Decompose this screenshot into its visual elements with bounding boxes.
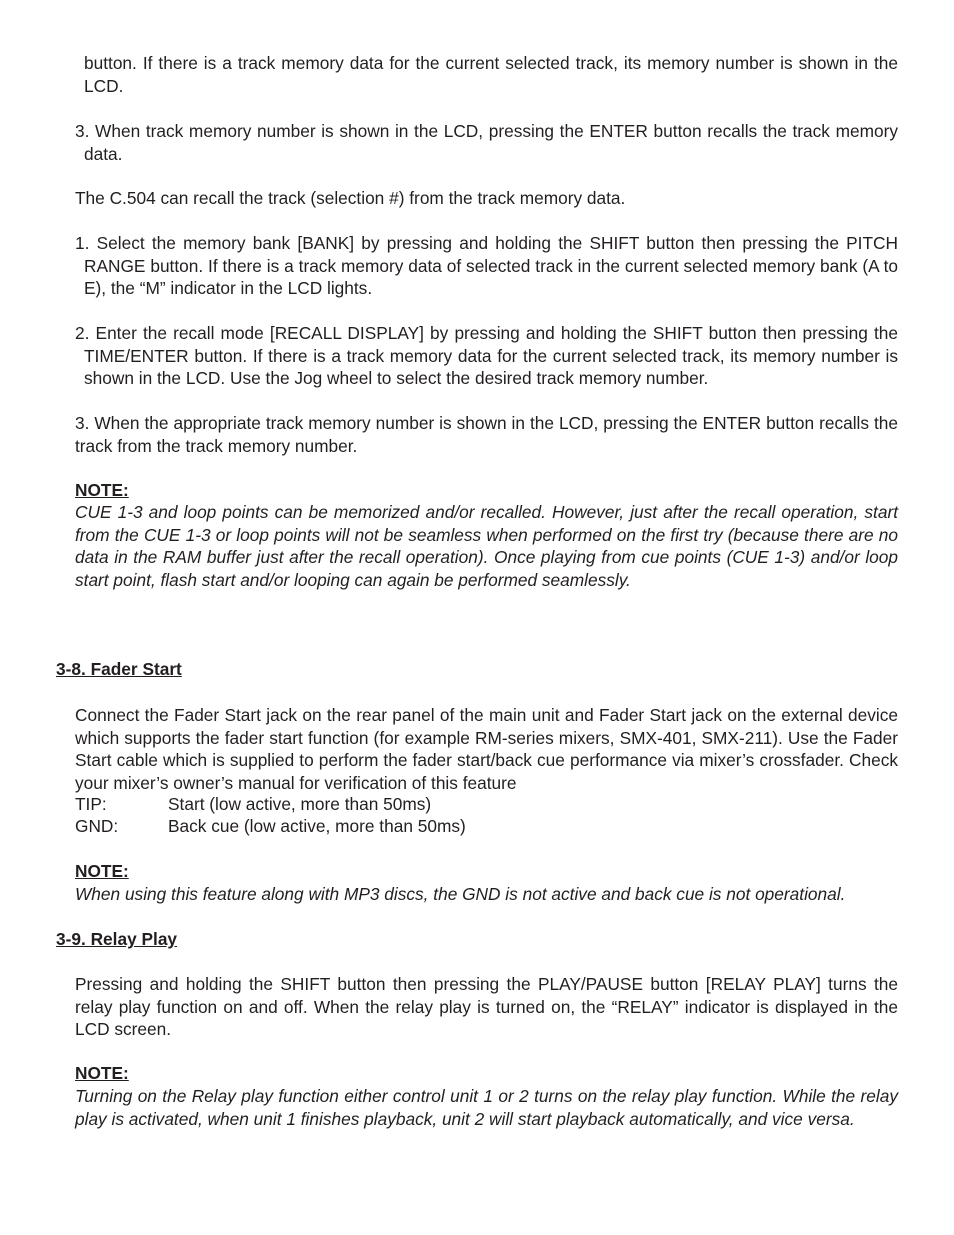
note-text: CUE 1-3 and loop points can be memorized and/or recalled. However, just after the recall operation, start from the CUE 1-3 or loop points will not be seamless when performed on the first try (because there are no data in the RAM buffer just after the recall operation). Once playing from cue points (CUE 1-3) and/or loop start point, flash start and/or looping can again be performed seamlessly. bbox=[75, 502, 898, 590]
recall-intro-paragraph: The C.504 can recall the track (selection #) from the track memory data. bbox=[75, 188, 626, 208]
note-text: Turning on the Relay play function either control unit 1 or 2 turns on the relay play function. While the relay play is activated, when unit 1 finishes playback, unit 2 will start playback automatically, and vice versa. bbox=[75, 1086, 898, 1129]
fader-start-paragraph: Connect the Fader Start jack on the rear panel of the main unit and Fader Start jack on the external device which supports the fader start function (for example RM-series mixers, SMX-401, SMX-211). Use the Fader Start cable which is supplied to perform the fader start/back cue performance via mixer’s crossfader. Check your mixer’s owner’s manual for verification of this feature bbox=[75, 705, 898, 793]
note-label: NOTE: bbox=[75, 1063, 129, 1083]
pin-row-gnd bbox=[75, 815, 898, 838]
note-text: When using this feature along with MP3 discs, the GND is not active and back cue is not operational. bbox=[75, 884, 846, 904]
step-3-memory-paragraph: 3. When track memory number is shown in the LCD, pressing the ENTER button recalls the track memory data. bbox=[75, 121, 898, 164]
note-label: NOTE: bbox=[75, 480, 129, 500]
recall-step-2: 2. Enter the recall mode [RECALL DISPLAY] by pressing and holding the SHIFT button then pressing the TIME/ENTER button. If there is a track memory data for the current selected track, its memory number is shown in the LCD. Use the Jog wheel to select the desired track memory number. bbox=[75, 323, 898, 388]
relay-play-paragraph: Pressing and holding the SHIFT button then pressing the PLAY/PAUSE button [RELAY PLAY] turns the relay play function on and off. When the relay play is turned on, the “RELAY” indicator is displayed in the LCD screen. bbox=[75, 974, 898, 1039]
note-label: NOTE: bbox=[75, 861, 129, 881]
pin-label: TIP: bbox=[75, 794, 107, 814]
pin-description: Start (low active, more than 50ms) bbox=[168, 794, 432, 814]
section-heading-relay-play: 3-9. Relay Play bbox=[56, 929, 178, 949]
pin-label: GND: bbox=[75, 816, 119, 836]
recall-step-1: 1. Select the memory bank [BANK] by pressing and holding the SHIFT button then pressing the PITCH RANGE button. If there is a track memory data of selected track in the current selected memory bank (A to E), the “M” indicator in the LCD lights. bbox=[75, 233, 898, 298]
top-continuation-paragraph: button. If there is a track memory data for the current selected track, its memory number is shown in the LCD. bbox=[84, 53, 898, 96]
recall-step-3: 3. When the appropriate track memory number is shown in the LCD, pressing the ENTER button recalls the track from the track memory number. bbox=[75, 413, 898, 456]
section-heading-fader-start: 3-8. Fader Start bbox=[56, 659, 182, 679]
pin-row-tip bbox=[75, 793, 898, 816]
pin-description: Back cue (low active, more than 50ms) bbox=[168, 816, 466, 836]
